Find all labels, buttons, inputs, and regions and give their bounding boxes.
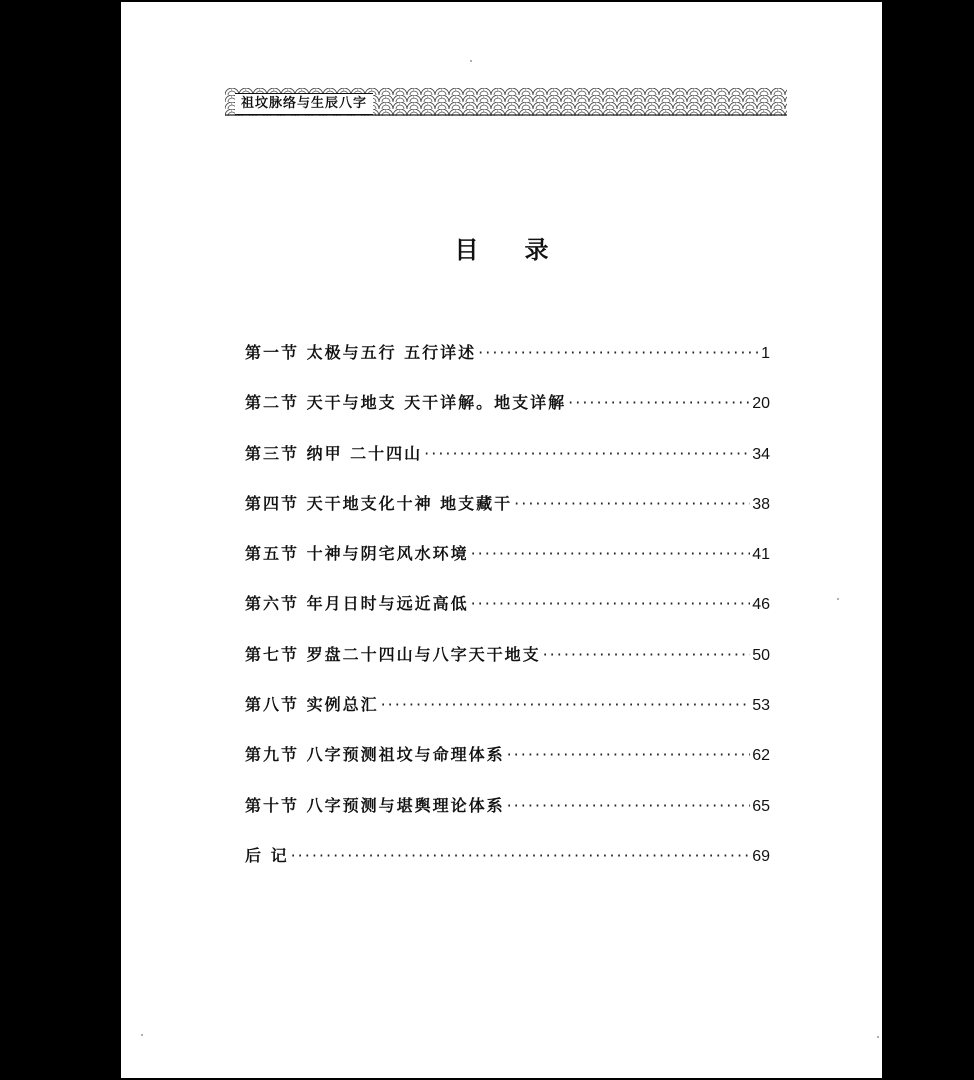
scan-speck <box>877 1036 879 1038</box>
toc-entry-page: 46 <box>752 596 770 614</box>
dot-leader <box>478 343 759 362</box>
toc-entry-page: 41 <box>752 546 770 564</box>
toc-entry-page: 20 <box>752 395 770 413</box>
dot-leader <box>543 645 751 664</box>
book-page <box>121 2 882 1078</box>
toc-entry-page: 1 <box>761 345 770 362</box>
toc-entry-page: 62 <box>752 747 770 765</box>
toc-entry-page: 65 <box>752 797 770 815</box>
toc-list <box>245 340 770 893</box>
toc-entry-label: 第二节 天干与地支 天干详解。地支详解 <box>245 393 567 413</box>
toc-entry-page: 53 <box>752 697 770 715</box>
toc-entry-label: 第三节 纳甲 二十四山 <box>245 443 423 463</box>
scan-speck <box>837 598 839 600</box>
dot-leader <box>507 796 751 815</box>
dot-leader <box>471 544 751 563</box>
running-header <box>225 88 787 116</box>
toc-entry[interactable] <box>245 340 770 390</box>
dot-leader <box>514 494 750 513</box>
dot-leader <box>471 594 751 613</box>
dot-leader <box>507 745 751 764</box>
toc-entry[interactable] <box>245 793 770 843</box>
toc-entry-label: 第四节 天干地支化十神 地支藏干 <box>245 493 513 513</box>
toc-entry-label: 第八节 实例总汇 <box>245 695 379 715</box>
toc-entry[interactable] <box>245 843 770 893</box>
toc-entry[interactable] <box>245 541 770 591</box>
toc-entry[interactable] <box>245 591 770 641</box>
scan-speck <box>141 1034 143 1036</box>
toc-entry[interactable] <box>245 642 770 692</box>
dot-leader <box>381 695 751 714</box>
toc-entry[interactable] <box>245 692 770 742</box>
toc-entry[interactable] <box>245 742 770 792</box>
toc-entry[interactable] <box>245 390 770 440</box>
toc-entry-label: 后 记 <box>245 845 289 865</box>
toc-entry-label: 第九节 八字预测祖坟与命理体系 <box>245 745 505 765</box>
toc-entry-label: 第十节 八字预测与堪舆理论体系 <box>245 795 505 815</box>
toc-entry-page: 69 <box>752 847 770 865</box>
running-title: 祖坟脉络与生辰八字 <box>235 93 373 115</box>
toc-entry-label: 第六节 年月日时与远近高低 <box>245 594 469 614</box>
toc-entry-label: 第一节 太极与五行 五行详述 <box>245 343 477 362</box>
toc-heading-char-1: 目 <box>454 236 479 264</box>
toc-entry-page: 38 <box>752 495 770 513</box>
toc-entry[interactable] <box>245 441 770 491</box>
dot-leader <box>568 393 750 412</box>
toc-entry[interactable] <box>245 491 770 541</box>
dot-leader <box>424 444 750 463</box>
toc-heading-char-2: 录 <box>524 236 549 264</box>
toc-entry-page: 50 <box>752 646 770 664</box>
dot-leader <box>291 846 751 865</box>
scan-speck <box>470 60 472 62</box>
toc-entry-label: 第七节 罗盘二十四山与八字天干地支 <box>245 644 541 664</box>
toc-heading <box>121 230 882 265</box>
toc-entry-label: 第五节 十神与阴宅风水环境 <box>245 544 469 564</box>
toc-entry-page: 34 <box>752 445 770 463</box>
